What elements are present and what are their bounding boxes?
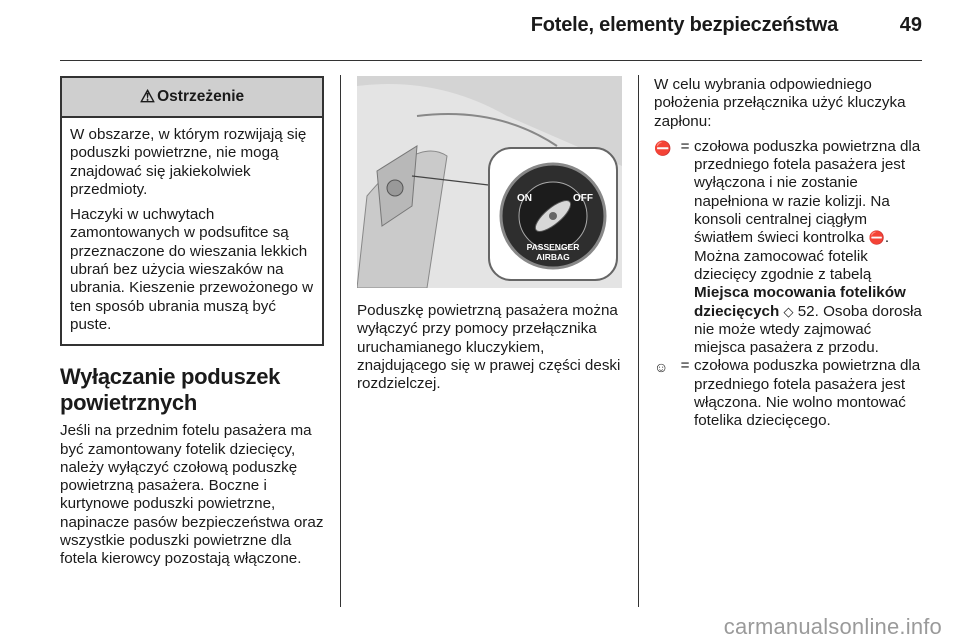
airbag-off-description: [694, 138, 924, 358]
column-divider-left: [340, 75, 341, 607]
warning-paragraph-2: Haczyki w uchwytach zamontowanych w podsufitce są przeznaczone do wieszania lekkich ubrań bez użycia wieszaków na ubrania. Kieszenie przewożonego w ten sposób ubrania muszą być puste.: [70, 206, 314, 333]
section-paragraph: Jeśli na przednim fotelu pasażera ma być zamontowany fotelik dziecięcy, należy wyłączyć czołową poduszkę powietrzną pasażera. Boczne i kurtynowe poduszki powietrzne, napinacze pasów bezpieczeństwa oraz wszystkie poduszki powietrzne dla fotela kierowcy pozostają włączone.: [60, 422, 324, 568]
warning-triangle-icon: ⚠: [139, 86, 156, 106]
page-reference-arrow-icon: ◇: [783, 303, 794, 319]
airbag-switch-illustration: [357, 76, 622, 288]
airbag-on-icon: ☺: [654, 359, 669, 376]
warning-box: [60, 76, 324, 346]
definition-equals: =: [680, 137, 690, 155]
column-right: [654, 76, 924, 431]
header-rule: [60, 60, 922, 61]
airbag-off-inline-icon: ⛔: [868, 230, 885, 246]
section-heading: Wyłączanie poduszek powietrznych: [60, 364, 281, 416]
airbag-off-text-3: . Osoba dorosła nie może wtedy zajmować miejsca pasażera z przodu.: [694, 302, 922, 357]
child-seat-table-link[interactable]: Miejsca mocowania fotelików dziecięcych: [694, 284, 906, 320]
page-reference[interactable]: 52: [793, 302, 815, 320]
warning-title: Ostrzeżenie: [157, 87, 245, 105]
column-left: [60, 76, 324, 569]
airbag-off-icon: ⛔: [654, 139, 672, 156]
airbag-on-item: [654, 357, 924, 430]
key-switch-intro: W celu wybrania odpowiedniego położenia przełącznika użyć kluczyka zapłonu:: [654, 76, 906, 130]
airbag-on-description: czołowa poduszka powietrzna dla przedniego fotela pasażera jest włączona. Nie wolno montować fotelika dziecięcego.: [694, 357, 921, 430]
airbag-off-text-1: czołowa poduszka powietrzna dla przedniego fotela pasażera jest wyłączona i nie zostanie napełniona w razie kolizji. Na konsoli centralnej ciągłym światłem świeci kontrolka: [694, 137, 921, 247]
airbag-off-text-2: . Można zamocować fotelik dziecięcy zgodnie z tabelą: [694, 229, 890, 283]
page-number: 49: [899, 14, 922, 36]
switch-caption-line-2: AIRBAG: [536, 252, 570, 262]
watermark: carmanualsonline.info: [723, 614, 942, 639]
airbag-off-item: [654, 138, 924, 358]
column-middle: [357, 76, 622, 393]
switch-on-label: ON: [517, 193, 532, 204]
warning-header: [62, 78, 322, 118]
switch-off-label: OFF: [573, 193, 593, 204]
warning-paragraph-1: W obszarze, w którym rozwijają się poduszki powietrzne, nie mogą znajdować się jakiekolwiek przedmioty.: [70, 126, 307, 198]
illustration-caption: Poduszkę powietrzną pasażera można wyłączyć przy pomocy przełącznika uruchamianego kluczykiem, znajdującego się w prawej części deski rozdzielczej.: [357, 302, 621, 393]
switch-caption-line-1: PASSENGER: [526, 242, 580, 252]
column-divider-right: [638, 75, 639, 607]
warning-body: [62, 118, 322, 344]
definition-equals: =: [680, 357, 690, 375]
page-header-title: Fotele, elementy bezpieczeństwa: [530, 14, 838, 36]
